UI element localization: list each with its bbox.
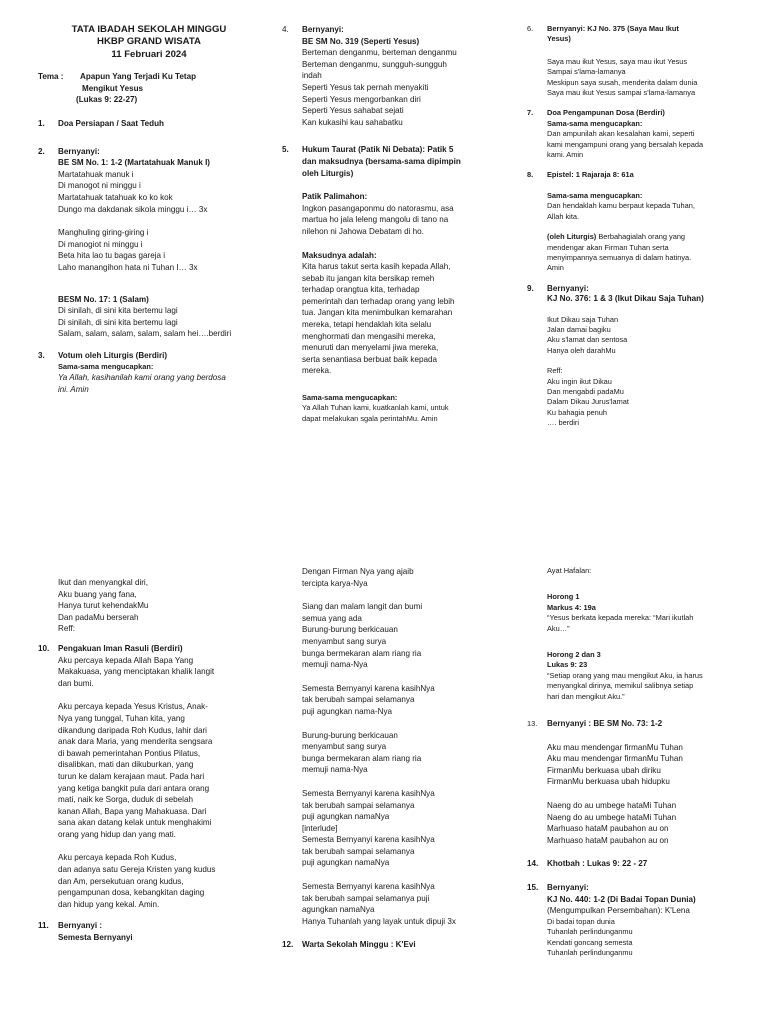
prayer-text: ini. Amin: [58, 384, 89, 394]
lyric-line: Tuhanlah perlindunganmu: [547, 927, 633, 937]
section-title: Khotbah : Lukas 9: 22 - 27: [547, 859, 648, 869]
response-label: Sama-sama mengucapkan:: [58, 361, 154, 371]
section-10: [38, 643, 260, 910]
tema-label: Tema :: [38, 72, 64, 82]
section-number: 13.: [527, 719, 538, 729]
creed-line: dan bumi.: [58, 678, 94, 688]
lyric-line: bunga bermekaran alam riang ria: [302, 648, 422, 658]
lyric-line: Di sinilah, di sini kita bertemu lagi: [58, 306, 178, 316]
lyric-line: Aku mau mendengar firmanMu Tuhan: [547, 754, 683, 764]
song-title: KJ No. 376: 1 & 3 (Ikut Dikau Saja Tuhan): [547, 294, 704, 304]
lyric-line: Siang dan malam langit dan bumi: [302, 602, 423, 612]
section-title: Bernyanyi:: [547, 883, 589, 892]
section-number: 2.: [38, 146, 45, 156]
section-9: [527, 284, 749, 429]
lyric-line: [interlude]: [302, 823, 338, 833]
lyric-line: memuji nama-Nya: [302, 660, 368, 670]
lyric-line: …. berdiri: [547, 418, 580, 428]
body-line: Kita harus takut serta kasih kepada Allah,: [302, 262, 451, 272]
section-number: 14.: [527, 859, 539, 869]
lyric-line: Semesta Bernyanyi karena kasihNya: [302, 788, 435, 798]
creed-line: pengampunan dosa, kebangkitan daging: [58, 888, 205, 898]
section-number: 12.: [282, 940, 294, 950]
creed-line: sana akan datang kelak untuk menghakimi: [58, 818, 212, 828]
body-line: menyimpannya semuanya di dalam hatinya.: [547, 252, 692, 262]
verse-ref: Lukas 9: 23: [547, 660, 588, 670]
tema-ref: (Lukas 9: 22-27): [76, 95, 138, 105]
creed-line: anak dara Maria, yang menderita sengsara: [58, 737, 213, 747]
body-line: martua ho jala leleng mangolu di tano na: [302, 215, 449, 225]
lyric-line: Kan kukasihi kau sahabatku: [302, 117, 403, 127]
creed-line: dan hidup yang kekal. Amin.: [58, 899, 160, 909]
response-label: Sama-sama mengucapkan:: [547, 190, 643, 200]
lyric-line: Seperti Yesus sahabat sejati: [302, 106, 404, 116]
lyric-line: Di badai topan dunia: [547, 916, 615, 926]
lyric-line: Dalam Dikau Jurus'lamat: [547, 397, 629, 407]
prayer-text: kami. Amin: [547, 150, 584, 160]
lyric-line: Ikut dan menyangkal diri,: [58, 578, 148, 587]
lyric-line: semua yang ada: [302, 613, 362, 623]
column-1-top: [38, 24, 260, 395]
body-line: terhadap orangtua kita, terhadap: [302, 285, 420, 295]
body-line: menuruti dan menyelami jiwa mereka,: [302, 343, 439, 353]
section-6: [527, 24, 749, 98]
lyric-line: Laho manangihon hata ni Tuhan I… 3x: [58, 262, 198, 272]
lyric-line: Dengan Firman Nya yang ajaib: [302, 567, 414, 576]
song-title: BE SM No. 1: 1-2 (Martatahuak Manuk I): [58, 158, 211, 168]
lyric-line: FirmanMu berkuasa ubah diriku: [547, 765, 661, 775]
creed-line: Nya yang tunggal, Tuhan kita, yang: [58, 713, 185, 723]
section-11: [38, 920, 260, 943]
body-line: mendengar akan Firman Tuhan serta: [547, 242, 669, 252]
section-number: 10.: [38, 643, 50, 653]
verse-text: “Yesus berkata kepada mereka: “Mari ikutlah: [547, 613, 694, 623]
column-2-top: [282, 24, 504, 424]
section-title: Epistel: 1 Rajaraja 8: 61a: [547, 170, 634, 180]
lyric-line: puji agungkan nama-Nya: [302, 706, 392, 716]
lyric-line: Semesta Bernyanyi karena kasihNya: [302, 683, 435, 693]
column-1-bottom: [38, 577, 260, 944]
lyric-line: puji agungkan namaNya: [302, 812, 390, 822]
creed-line: dan adanya satu Gereja Kristen yang kudus: [58, 865, 216, 875]
lyric-line: Seperti Yesus mengorbankan diri: [302, 94, 421, 104]
verse-text: “Setiap orang yang mau mengikut Aku, ia harus: [547, 670, 703, 680]
section-title: Bernyanyi : BE SM No. 73: 1-2: [547, 719, 663, 729]
lyric-line: puji agungkan namaNya: [302, 858, 390, 868]
lyric-line: bunga bermekaran alam riang ria: [302, 753, 422, 763]
section-title: Bernyanyi: KJ No. 375 (Saya Mau Ikut: [547, 24, 679, 33]
section-title: Doa Persiapan / Saat Teduh: [58, 119, 164, 128]
lyric-line: Dan padaMu berserah: [58, 612, 139, 622]
ayat-hafalan: [527, 566, 749, 702]
prayer-text: Ya Allah, kasihanilah kami orang yang berdosa: [58, 372, 226, 382]
section-title: Yesus): [547, 34, 571, 44]
ayat-heading: Ayat Hafalan:: [547, 566, 592, 575]
lyric-line: Hanya Tuhanlah yang layak untuk dipuji 3x: [302, 916, 456, 926]
section-number: 6.: [527, 24, 534, 33]
body-line: pemerintah dan terhadap orang yang lebih: [302, 296, 455, 306]
group-label: Horong 2 dan 3: [547, 650, 601, 660]
section-8: [527, 170, 749, 273]
section-number: 9.: [527, 283, 534, 293]
lyric-line: Semesta Bernyanyi karena kasihNya: [302, 835, 435, 845]
section-number: 11.: [38, 921, 49, 931]
group-label: Horong 1: [547, 592, 580, 602]
lyric-line: Aku buang yang fana,: [58, 589, 137, 599]
section-title: oleh Liturgis): [302, 168, 354, 178]
lyric-line: menyambut sang surya: [302, 636, 387, 646]
song-title: KJ No. 440: 1-2 (Di Badai Topan Dunia): [547, 894, 696, 904]
verse-text: menyangkal dirinya, memikul salibnya setiap: [547, 681, 694, 691]
song-semesta-bernyanyi: [282, 566, 504, 927]
section-title: Pengakuan Iman Rasuli (Berdiri): [58, 643, 183, 653]
liturgist-label: (oleh Liturgis): [547, 232, 597, 242]
lyric-line: Aku ingin ikut Dikau: [547, 376, 612, 386]
section-title: Bernyanyi:: [302, 25, 344, 34]
creed-line: Aku percaya kepada Yesus Kristus, Anak-: [58, 702, 208, 712]
lyric-line: Seperti Yesus tak pernah menyakiti: [302, 82, 429, 92]
section-13: [527, 718, 749, 846]
lyric-line: Beta hita lao tu bagas gareja i: [58, 251, 166, 261]
section-14: [527, 858, 749, 870]
lyric-line: Salam, salam, salam, salam, salam hei….berdiri: [58, 329, 232, 339]
lyric-line: Aku s'lamat dan sentosa: [547, 335, 628, 345]
section-title: Bernyanyi:: [547, 283, 589, 293]
section-number: 7.: [527, 108, 534, 118]
lyric-line: tak berubah sampai selamanya: [302, 800, 415, 810]
body-line: Amin: [547, 263, 564, 273]
song-title: BE SM No. 319 (Seperti Yesus): [302, 36, 420, 46]
tema: [38, 71, 260, 106]
body-line: mereka.: [302, 366, 332, 376]
lyric-line: Hanya turut kehendakMu: [58, 601, 149, 611]
lyric-line: Jalan damai bagiku: [547, 324, 611, 334]
verse-ref: Markus 4: 19a: [547, 602, 596, 612]
lyric-line: tak berubah sampai selamanya puji: [302, 893, 430, 903]
reff-label: Reff:: [547, 366, 563, 376]
section-number: 5.: [282, 145, 289, 155]
body-line: Dan hendaklah kamu berpaut kepada Tuhan,: [547, 201, 695, 211]
lyric-line: menyambut sang surya: [302, 742, 387, 752]
lyric-line: Dan mengabdi padaMu: [547, 386, 624, 396]
section-3: [38, 350, 260, 395]
section-2: [38, 146, 260, 340]
song-title: BESM No. 17: 1 (Salam): [58, 294, 149, 304]
section-title: Bernyanyi:: [58, 146, 100, 156]
lyric-line: Martatahuak manuk i: [58, 169, 134, 179]
creed-line: turun ke dalam kerajaan maut. Pada hari: [58, 771, 205, 781]
lyric-line: tak berubah sampai selamanya: [302, 846, 415, 856]
column-3-top: [527, 24, 749, 429]
section-number: 15.: [527, 883, 539, 892]
section-12: [282, 939, 504, 951]
column-3-bottom: [527, 566, 749, 958]
lyric-line: Kendati goncang semesta: [547, 937, 633, 947]
prayer-text: Dan ampunilah akan kesalahan kami, seperti: [547, 129, 695, 139]
body-line: mereka, tetapi hendaklah kita selalu: [302, 320, 432, 330]
lyric-line: Martatahuak tatahuak ko ko kok: [58, 192, 173, 202]
section-15: [527, 882, 749, 958]
lyric-line: Berteman denganmu, berteman denganmu: [302, 48, 457, 58]
creed-line: kanan Allah, Bapa yang Mahakuasa. Dari: [58, 806, 207, 816]
lyric-line: Naeng do au umbege hataMi Tuhan: [547, 812, 677, 822]
lyric-line: Burung-burung berkicauan: [302, 625, 398, 635]
section-number: 1.: [38, 119, 45, 128]
lyric-line: memuji nama-Nya: [302, 765, 368, 775]
lyric-line: Di sinilah, di sini kita bertemu lagi: [58, 317, 178, 327]
section-number: 4.: [282, 25, 289, 34]
body-line: nilehon ni Jahowa Debatam di ho.: [302, 226, 424, 236]
lyric-line: Semesta Bernyanyi karena kasihNya: [302, 882, 435, 892]
creed-line: dan Am, persekutuan orang kudus,: [58, 876, 184, 886]
lyric-line: Marhuaso hataM paubahon au on: [547, 824, 669, 834]
subheading: Patik Palimahon:: [302, 192, 368, 202]
lyric-line: Dungo ma dakdanak sikola minggu i… 3x: [58, 204, 208, 214]
creed-line: dikandung daripada Roh Kudus, lahir dari: [58, 725, 207, 735]
section-number: 3.: [38, 350, 45, 360]
title-line-2: HKBP GRAND WISATA: [97, 36, 201, 48]
title-date: 11 Februari 2024: [111, 48, 187, 60]
lyric-line: Ku bahagia penuh: [547, 407, 608, 417]
creed-line: yang ketiga bangkit pula dari antara orang: [58, 783, 210, 793]
lyric-line: tercipta karya-Nya: [302, 578, 368, 588]
section-number: 8.: [527, 170, 534, 180]
lyric-line: Burung-burung berkicauan: [302, 730, 398, 740]
section-7: [527, 108, 749, 160]
body-line: serta senantiasa berbuat baik kepada: [302, 354, 437, 364]
lyric-line: Meskipun saya susah, menderita dalam dunia: [547, 77, 698, 87]
reff-label: Reff:: [58, 624, 75, 634]
column-2-bottom: [282, 566, 504, 951]
lyric-line: agungkan namaNya: [302, 905, 375, 915]
creed-line: mati, naik ke Sorga, duduk di sebelah: [58, 795, 193, 805]
prayer-text: Ya Allah Tuhan kami, kuatkanlah kami, untuk: [302, 403, 449, 413]
lyric-line: Berteman denganmu, sungguh-sungguh: [302, 59, 447, 69]
creed-line: di bawah pemerintahan Pontius Pilatus,: [58, 748, 201, 758]
section-title: Warta Sekolah Minggu : K'Evi: [302, 940, 416, 950]
page-title: [38, 24, 260, 61]
creed-line: Aku percaya kepada Allah Bapa Yang: [58, 655, 194, 665]
title-line-1: TATA IBADAH SEKOLAH MINGGU: [71, 24, 227, 35]
lyric-line: Hanya oleh darahMu: [547, 345, 616, 355]
lyric-line: Manghuling giring-giring i: [58, 228, 149, 238]
section-title: Hukum Taurat (Patik Ni Debata): Patik 5: [302, 145, 454, 155]
lyric-line: Aku mau mendengar firmanMu Tuhan: [547, 742, 683, 752]
body-line: sebab itu jangan kita bersikap remeh: [302, 273, 435, 283]
song-continuation: [38, 577, 260, 635]
lyric-line: (Mengumpulkan Persembahan): K'Lena: [547, 906, 690, 916]
response-label: Sama-sama mengucapkan:: [547, 118, 643, 128]
section-title: dan maksudnya (bersama-sama dipimpin: [302, 156, 461, 166]
creed-line: Aku percaya kepada Roh Kudus,: [58, 853, 177, 863]
lyric-line: Saya mau ikut Yesus sampai s'lama-lamanya: [547, 88, 696, 98]
song-title: Semesta Bernyanyi: [58, 933, 133, 943]
verse-text: Aku…”: [547, 623, 570, 633]
subheading: Maksudnya adalah:: [302, 250, 377, 260]
section-1: [38, 118, 260, 130]
section-title: Votum oleh Liturgis (Berdiri): [58, 350, 168, 360]
section-4: [282, 24, 504, 128]
prayer-text: dapat melakukan sgala perintahMu. Amin: [302, 413, 438, 423]
verse-text: hari dan mengikut Aku.”: [547, 691, 625, 701]
lyric-line: Ikut Dikau saja Tuhan: [547, 314, 619, 324]
response-label: Sama-sama mengucapkan:: [302, 393, 398, 403]
body-line: Ingkon pasangaponmu do natorasmu, asa: [302, 203, 454, 213]
section-title: Bernyanyi :: [58, 921, 103, 931]
tema-line: Apapun Yang Terjadi Ku Tetap: [80, 72, 197, 82]
lyric-line: Di manogiot ni minggu i: [58, 239, 143, 249]
creed-line: orang yang hidup dan yang mati.: [58, 829, 176, 839]
lyric-line: tak berubah sampai selamanya: [302, 695, 415, 705]
lyric-line: indah: [302, 71, 322, 81]
body-line: Allah kita.: [547, 211, 580, 221]
lyric-line: Sampai s'lama-lamanya: [547, 67, 626, 77]
lyric-line: Saya mau ikut Yesus, saya mau ikut Yesus: [547, 56, 688, 66]
lyric-line: Naeng do au umbege hataMi Tuhan: [547, 801, 677, 811]
body-line: tua. Jangan kita menimbulkan kemarahan: [302, 308, 453, 318]
section-5: [282, 144, 504, 424]
lyric-line: Marhuaso hataM paubahon au on: [547, 835, 669, 845]
prayer-text: kami mengampuni orang yang bersalah kepada: [547, 139, 704, 149]
body-line: Berbahagialah orang yang: [596, 232, 686, 242]
tema-line: Mengikut Yesus: [82, 83, 144, 93]
lyric-line: Tuhanlah perlindunganmu: [547, 948, 633, 957]
creed-line: Makakuasa, yang menciptakan khalik langit: [58, 667, 215, 677]
body-line: menghormati dan mengasihi mereka,: [302, 331, 436, 341]
section-title: Doa Pengampunan Dosa (Berdiri): [547, 108, 665, 118]
lyric-line: Di manogot ni minggu i: [58, 181, 141, 191]
creed-line: disalibkan, mati dan dikuburkan, yang: [58, 760, 194, 770]
lyric-line: FirmanMu berkuasa ubah hidupku: [547, 777, 670, 787]
